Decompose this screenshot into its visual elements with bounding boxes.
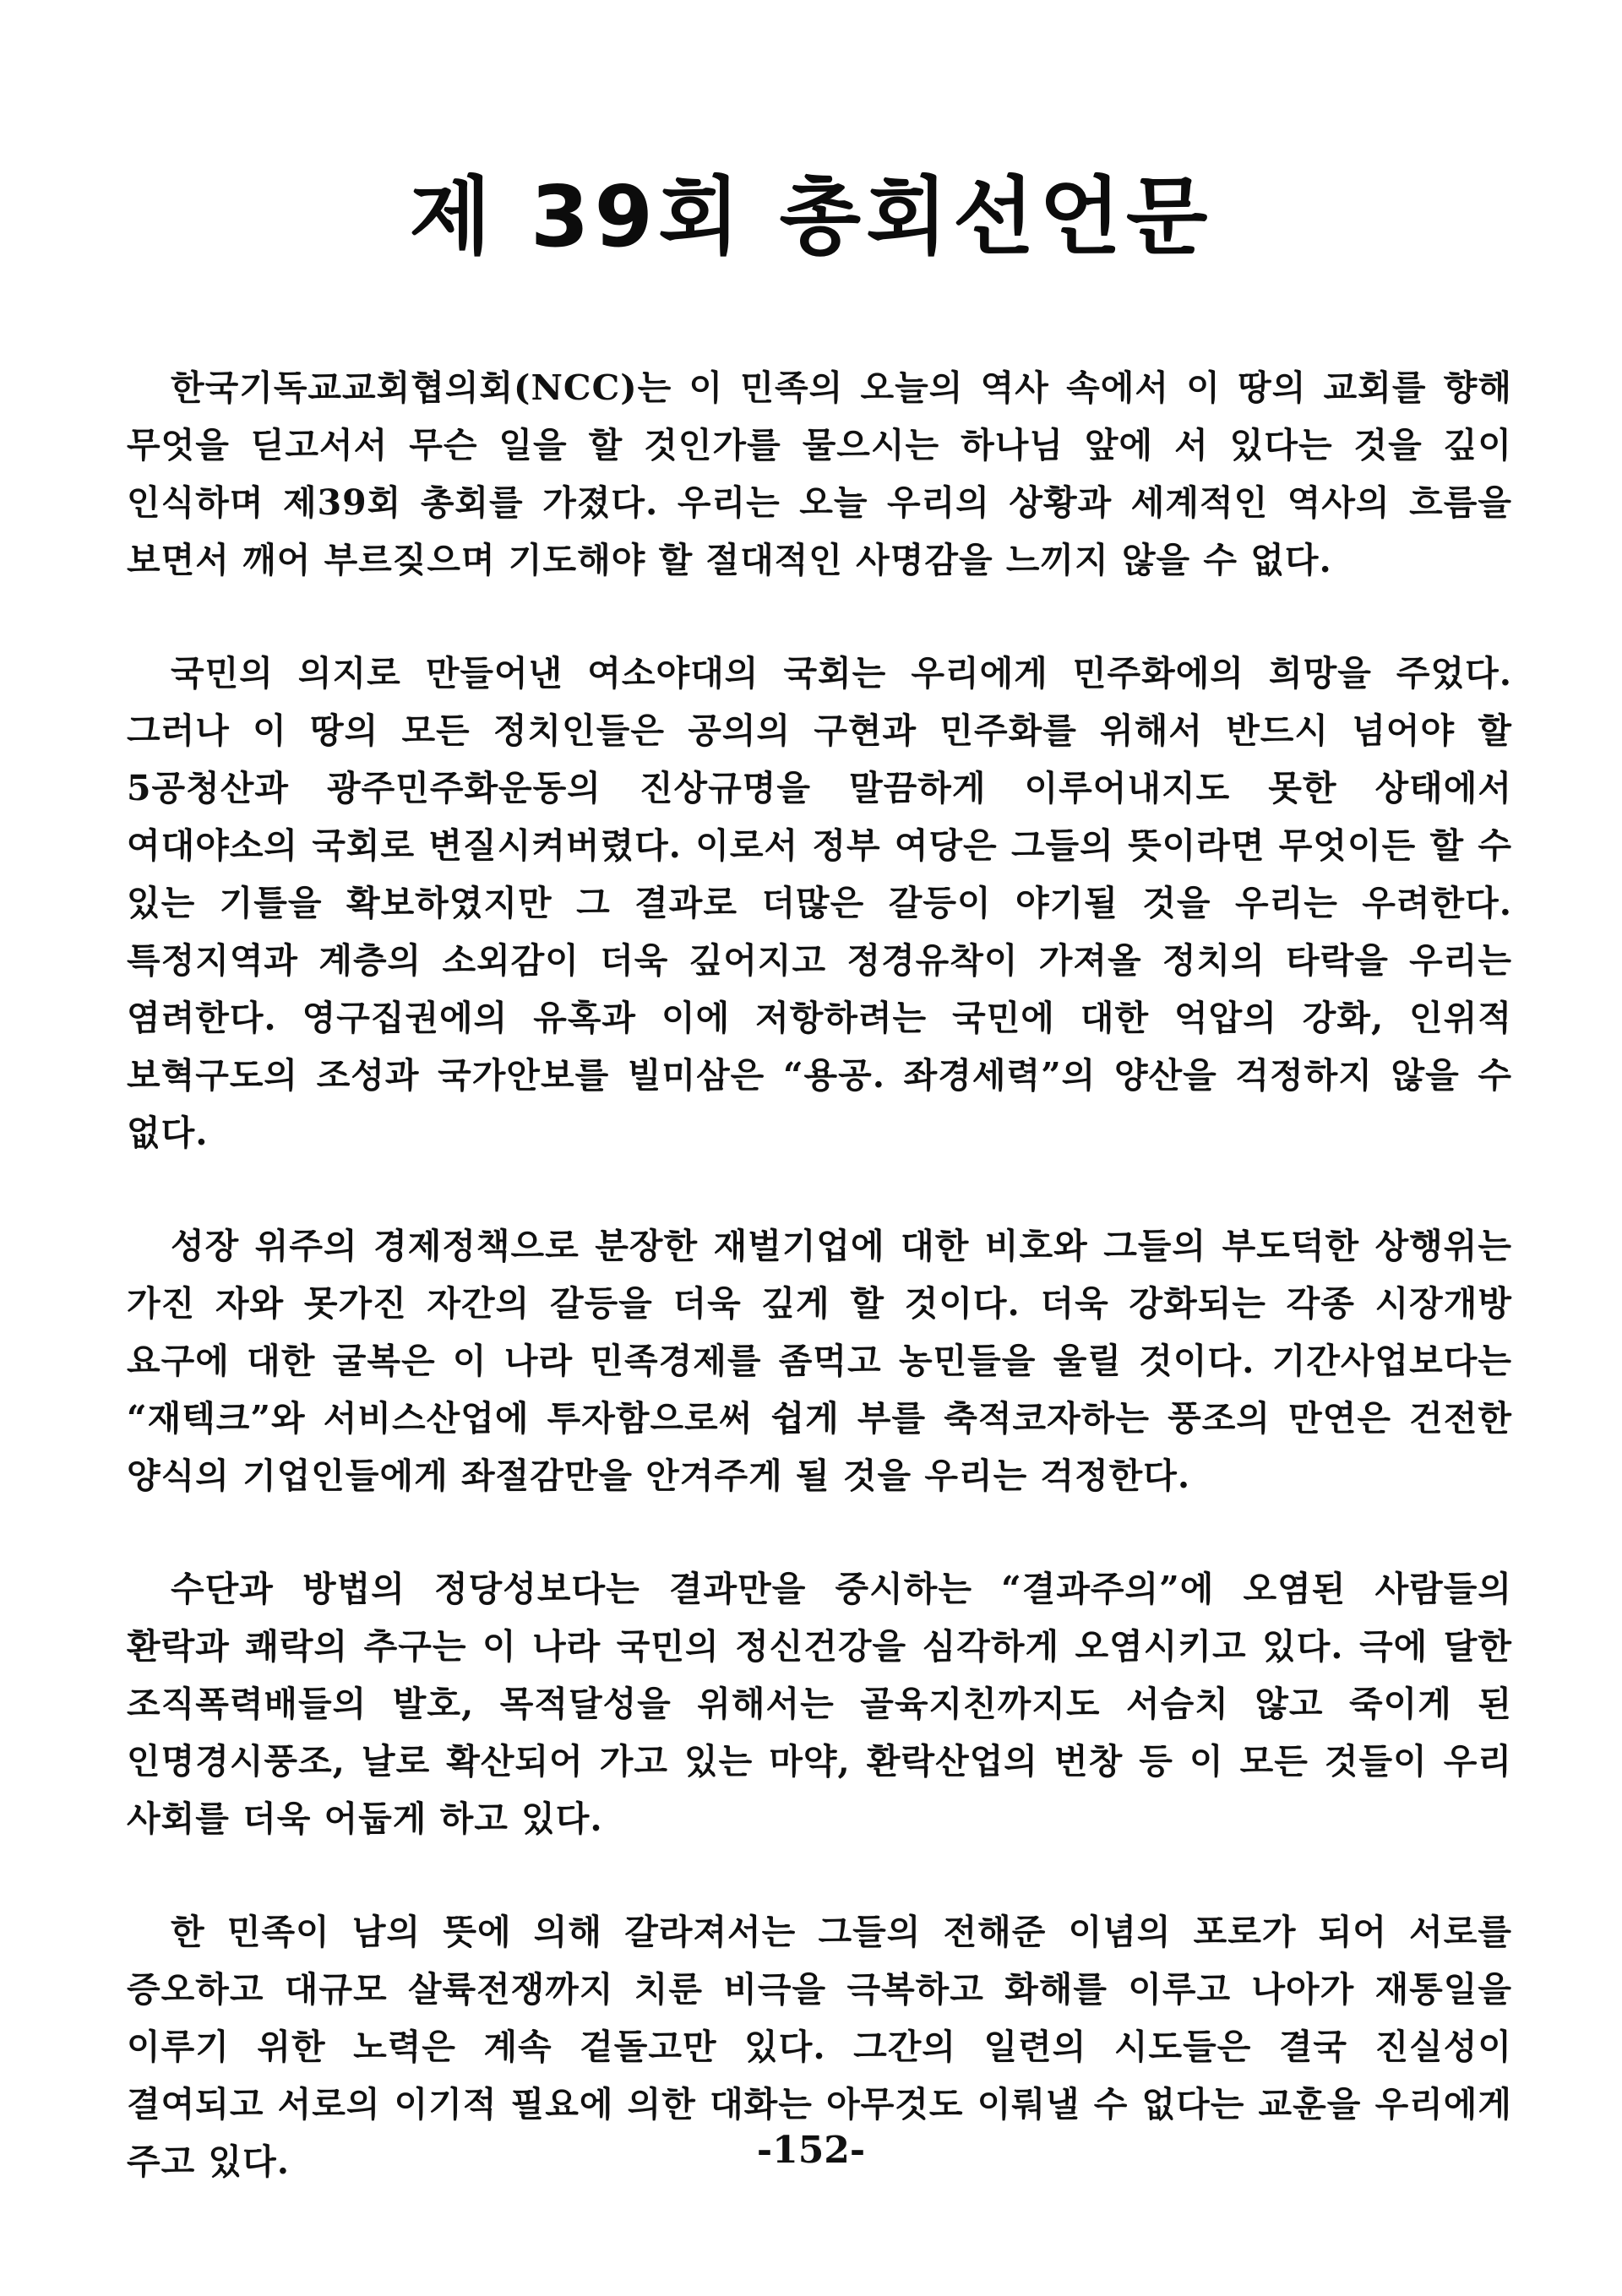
paragraph-4: 수단과 방법의 정당성보다는 결과만을 중시하는 “결과주의”에 오염된 사람들의 환락과 쾌락의 추구는 이 나라 국민의 정신건강을 심각하게 오염시키고 있다. 극에 달한 조직폭력배들의 발호, 목적달성을 위해서는 골육지친까지도 서슴치 않고 죽이게 된 인명경시풍조, 날로 확산되어 가고 있는 마약, 환락산업의 번창 등 이 모든 것들이 우리 사회를 더욱 어둡게 하고 있다.	[127, 1569, 1512, 1839]
page-number: -152-	[756, 2129, 866, 2172]
document-body	[127, 359, 1512, 2246]
paragraph-3: 성장 위주의 경제정책으로 분장한 재벌기업에 대한 비호와 그들의 부도덕한 상행위는 가진 자와 못가진 자간의 갈등을 더욱 깊게 할 것이다. 더욱 강화되는 각종 시장개방 요구에 대한 굴복은 이 나라 민족경제를 좀먹고 농민들을 울릴 것이다. 기간사업보다는 “재텍크”와 서비스산업에 투자함으로써 쉽게 부를 축적코자하는 풍조의 만연은 건전한 양식의 기업인들에게 좌절감만을 안겨주게 될 것을 우리는 걱정한다.	[127, 1226, 1512, 1496]
paragraph-1: 한국기독교교회협의회(NCC)는 이 민족의 오늘의 역사 속에서 이 땅의 교회를 향해 무엇을 딛고서서 무슨 일을 할 것인가를 물으시는 하나님 앞에 서 있다는 것을 깊이 인식하며 제39회 총회를 가졌다. 우리는 오늘 우리의 상황과 세계적인 역사의 흐름을 보면서 깨어 부르짖으며 기도해야 할 절대적인 사명감을 느끼지 않을 수 없다.	[127, 367, 1512, 580]
paragraph-5: 한 민족이 남의 뜻에 의해 갈라져서는 그들의 전해준 이념의 포로가 되어 서로를 증오하고 대규모 살륙전쟁까지 치룬 비극을 극복하고 화해를 이루고 나아가 재통일을 이루기 위한 노력은 계속 겉돌고만 있다. 그간의 일련의 시도들은 결국 진실성이 결여되고 서로의 이기적 필요에 의한 대화는 아무것도 이뤄낼 수 없다는 교훈을 우리에게 주고 있다.	[127, 1912, 1512, 2182]
document-title: 제 39회 총회선언문	[409, 167, 1213, 266]
paragraph-2: 국민의 의지로 만들어낸 여소야대의 국회는 우리에게 민주화에의 희망을 주었다. 그러나 이 땅의 모든 정치인들은 공의의 구현과 민주화를 위해서 반드시 넘어야 할 5공청산과 광주민주화운동의 진상규명을 말끔하게 이루어내지도 못한 상태에서 여대야소의 국회로 변질시켜버렸다. 이로서 정부 여당은 그들의 뜻이라면 무엇이든 할 수 있는 기틀을 확보하였지만 그 결과로 더많은 갈등이 야기될 것을 우리는 우려한다. 특정지역과 계층의 소외감이 더욱 깊어지고 정경유착이 가져올 정치의 타락을 우리는 염려한다. 영구집권에의 유혹과 이에 저항하려는 국민에 대한 억압의 강화, 인위적 보혁구도의 조성과 국가안보를 빌미삼은 “용공. 좌경세력”의 양산을 걱정하지 않을 수 없다.	[127, 653, 1512, 1153]
